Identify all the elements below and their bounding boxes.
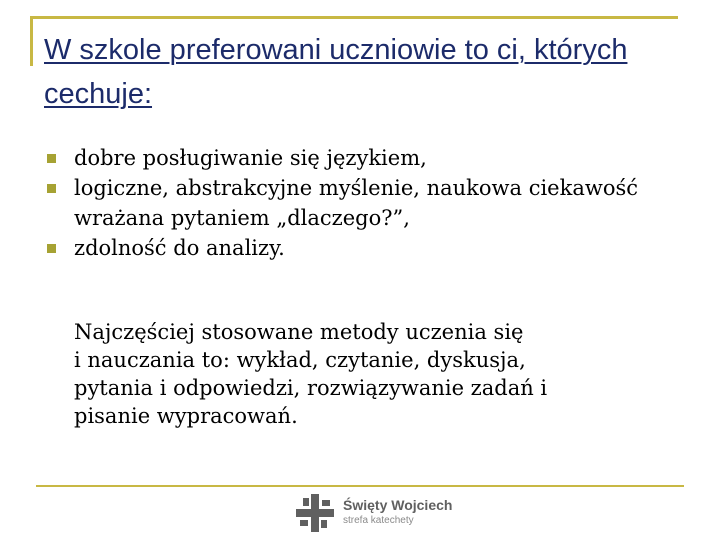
list-item [46,173,666,233]
paragraph-line: pisanie wypracowań. [74,404,298,428]
frame-top-rule [30,16,678,19]
bullet-list [46,143,666,263]
bullet-text: dobre posługiwanie się językiem, [74,146,427,170]
bullet-text: logiczne, abstrakcyjne myślenie, naukowa ciekawość wrażana pytaniem „dlaczego?”, [74,176,639,230]
footer-rule [36,485,684,487]
slide-title: W szkole preferowani uczniowie to ci, których cechuje: [44,34,628,110]
paragraph-line: i nauczania to: wykład, czytanie, dyskusja, [74,348,526,372]
logo-name: Święty Wojciech [343,497,453,513]
bullet-text: zdolność do analizy. [74,236,285,260]
list-item [46,143,666,173]
frame-left-rule [30,16,33,66]
logo-subtitle: strefa katechety [343,515,414,526]
methods-paragraph [74,318,654,430]
paragraph-line: pytania i odpowiedzi, rozwiązywanie zadań i [74,376,548,400]
bullet-square-icon [47,244,56,253]
bullet-square-icon [47,154,56,163]
list-item [46,233,666,263]
bullet-square-icon [47,184,56,193]
paragraph-line: Najczęściej stosowane metody uczenia się [74,320,524,344]
cross-logo-icon [294,492,336,534]
